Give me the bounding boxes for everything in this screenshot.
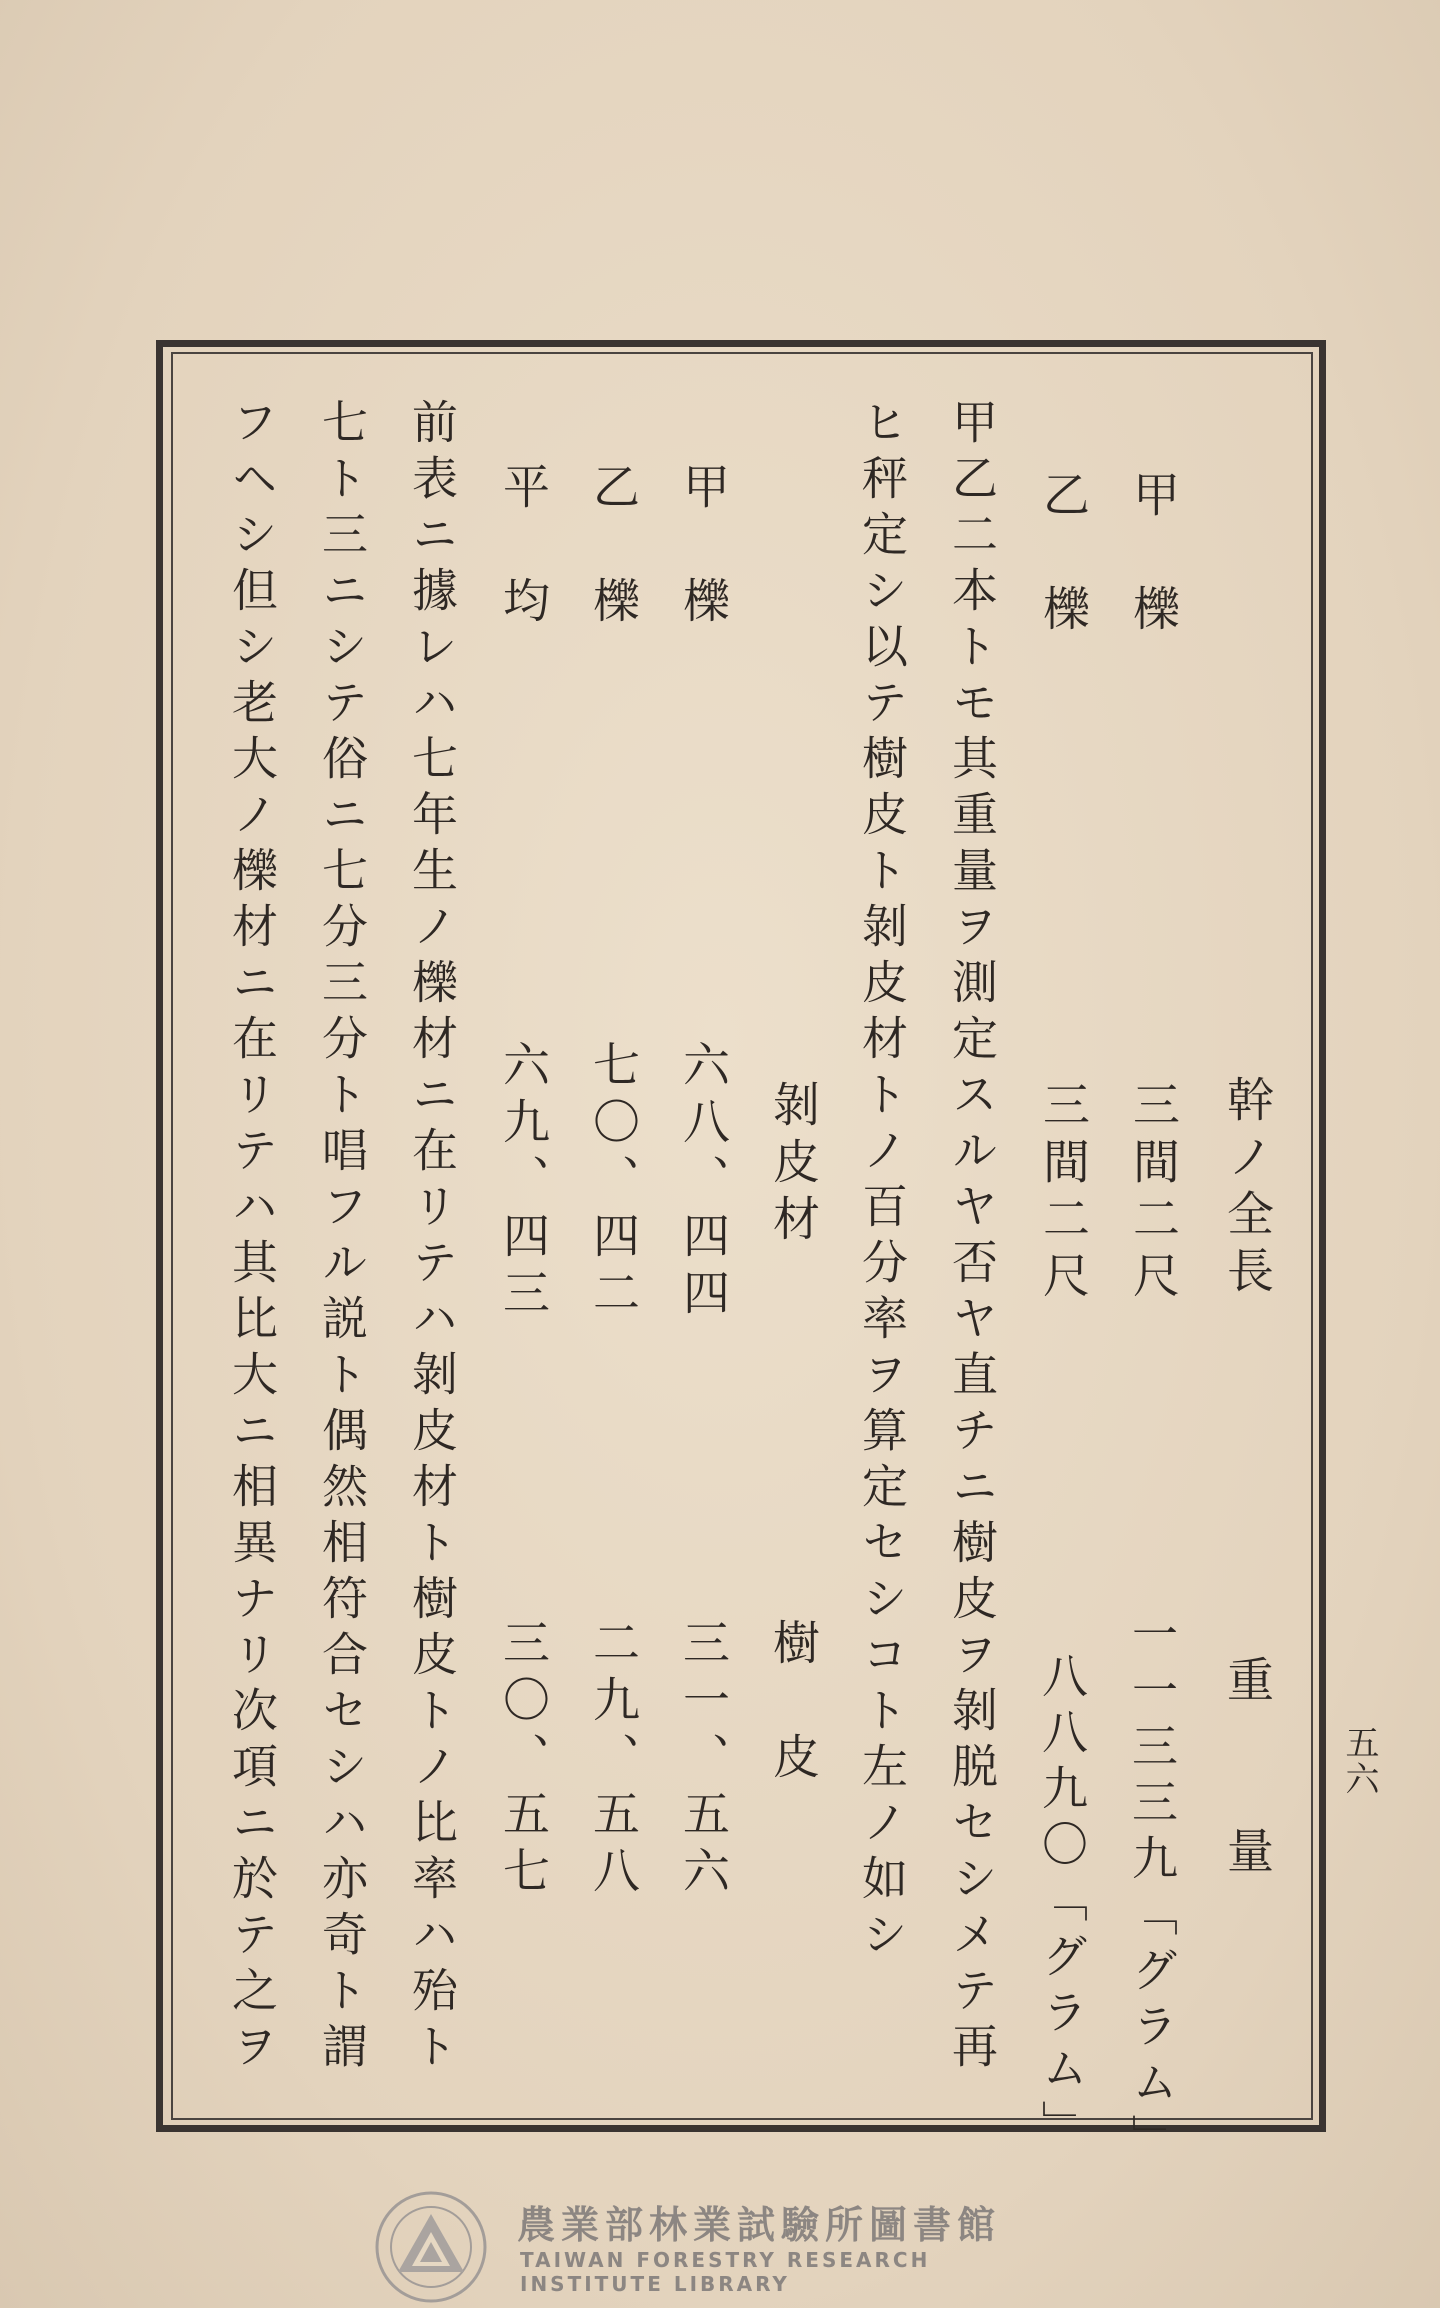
- table2-row-label: 乙 櫟: [585, 462, 640, 633]
- watermark-title: 農業部林業試驗所圖書館: [517, 2203, 1002, 2247]
- library-seal-icon: [372, 2188, 490, 2306]
- table2-row-bark: 二九、五八: [585, 1618, 640, 1903]
- table2-row-bark: 三一、五六: [675, 1618, 730, 1903]
- table1-row-weight: 八八九〇「グラム」: [1035, 1652, 1089, 2156]
- table2-row-wood: 六八、四四: [675, 1040, 730, 1325]
- table2-row-wood: 七〇、四二: [585, 1040, 640, 1325]
- table2-header-wood: 剝皮材: [765, 1080, 820, 1251]
- table2-row-wood: 六九、四三: [495, 1040, 550, 1325]
- paragraph-line: 七ト三ニシテ俗ニ七分三分ト唱フル説ト偶然相符合セシハ亦奇ト謂: [315, 398, 369, 2078]
- table2-header-bark: 樹 皮: [765, 1618, 820, 1789]
- watermark-subtitle: TAIWAN FORESTRY RESEARCH INSTITUTE LIBRARY: [520, 2248, 931, 2296]
- table2-row-bark: 三〇、五七: [495, 1618, 550, 1903]
- table2-row-label: 平 均: [495, 462, 550, 633]
- table2-row-label: 甲 櫟: [675, 462, 730, 633]
- paragraph-line: フヘシ但シ老大ノ櫟材ニ在リテハ其比大ニ相異ナリ次項ニ於テ之ヲ: [225, 398, 279, 2078]
- paragraph-line: 前表ニ據レハ七年生ノ櫟材ニ在リテハ剝皮材ト樹皮トノ比率ハ殆ト: [405, 398, 459, 2078]
- table1-row-weight: 一一三三九「グラム」: [1125, 1610, 1179, 2170]
- table1-row-label: 甲 櫟: [1125, 470, 1180, 641]
- table1-row-length: 三間二尺: [1125, 1080, 1180, 1308]
- table1-row-length: 三間二尺: [1035, 1080, 1090, 1308]
- table1-row-label: 乙 櫟: [1035, 470, 1090, 641]
- page-number: 五六: [1339, 1725, 1379, 1797]
- paragraph-line: ヒ秤定シ以テ樹皮ト剝皮材トノ百分率ヲ算定セシコト左ノ如シ: [855, 398, 909, 1966]
- table1-header-length: 幹ノ全長: [1219, 1075, 1274, 1303]
- table1-header-weight: 重 量: [1219, 1655, 1274, 1883]
- paragraph-line: 甲乙二本トモ其重量ヲ測定スルヤ否ヤ直チニ樹皮ヲ剝脱セシメテ再: [945, 398, 999, 2078]
- library-watermark: [372, 2180, 1072, 2296]
